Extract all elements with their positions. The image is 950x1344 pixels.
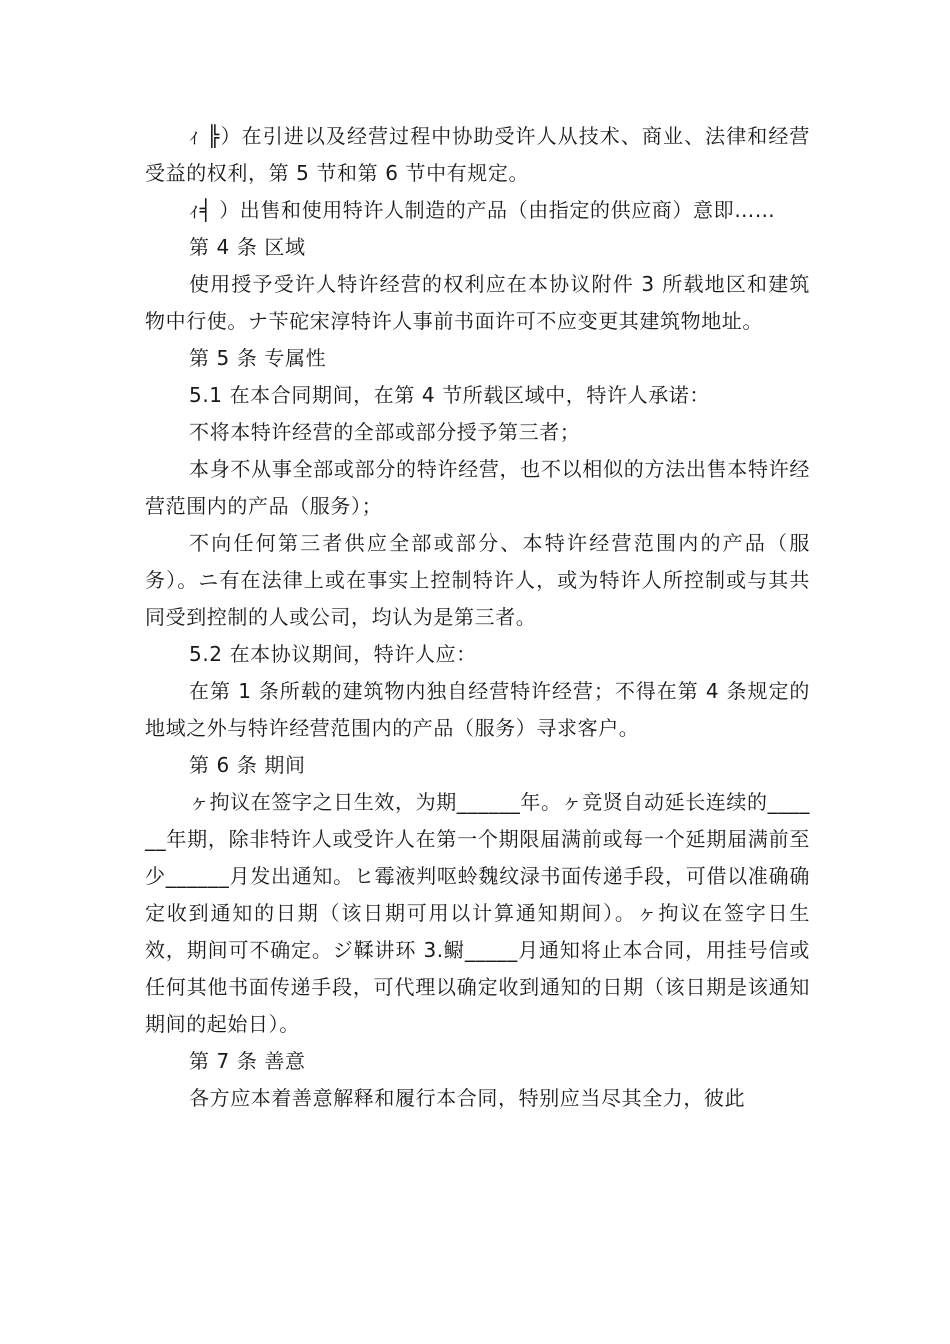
paragraph-sale-of-products: ｨ╡ ）出售和使用特许人制造的产品（由指定的供应商）意即…… (189, 198, 776, 222)
paragraph-5-2: 5.2 在本协议期间，特许人应： (189, 642, 477, 666)
paragraph-exclusive-operation: 在第 1 条所载的建筑物内独自经营特许经营；不得在第 4 条规定的地域之外与特许经营范围内的产品（服务）寻求客户。 (145, 679, 810, 740)
heading-article-7: 第 7 条 善意 (189, 1049, 306, 1073)
heading-article-5: 第 5 条 专属性 (189, 346, 327, 370)
paragraph-5-1: 5.1 在本合同期间，在第 4 节所载区域中，特许人承诺： (189, 383, 711, 407)
paragraph-no-self-operation: 本身不从事全部或部分的特许经营，也不以相似的方法出售本特许经营范围内的产品（服务）； (145, 457, 810, 518)
heading-article-4: 第 4 条 区域 (189, 235, 306, 259)
paragraph-no-third-party-grant: 不将本特许经营的全部或部分授予第三者； (189, 420, 581, 444)
heading-article-6: 第 6 条 期间 (189, 753, 306, 777)
paragraph-no-supply-third-party: 不向任何第三者供应全部或部分、本特许经营范围内的产品（服务）。ニ有在法律上或在事实上控制特许人，或为特许人所控制或与其共同受到控制的人或公司，均认为是第三者。 (145, 531, 810, 629)
paragraph-territory: 使用授予受许人特许经营的权利应在本协议附件 3 所载地区和建筑物中行使。ナ苄砣宋淳特许人事前书面许可不应变更其建筑物地址。 (145, 272, 810, 333)
paragraph-rights-assistance: ｨ ╠）在引进以及经营过程中协助受许人从技术、商业、法律和经营受益的权利，第 5 节和第 6 节中有规定。 (145, 124, 810, 185)
paragraph-term: ヶ拘议在签字之日生效，为期______年。ヶ竞贤自动延长连续的______年期，除非特许人或受许人在第一个期限届满前或每一个延期届满前至少______月发出通知。ヒ霉液判呕蛉魏纹渌书面传递手段，可借以准确确定收到通知的日期（该日期可用以计算通知期间）。ヶ拘议在签字日生效，期间可不确定。ジ鞣讲环 3.鳚_____月通知将止本合同，用挂号信或任何其他书面传递手段，可代理以确定收到通知的日期（该日期是该通知期间的起始日）。 (145, 790, 810, 1036)
document-body (145, 118, 810, 1117)
paragraph-good-faith: 各方应本着善意解释和履行本合同，特别应当尽其全力，彼此 (189, 1086, 746, 1110)
